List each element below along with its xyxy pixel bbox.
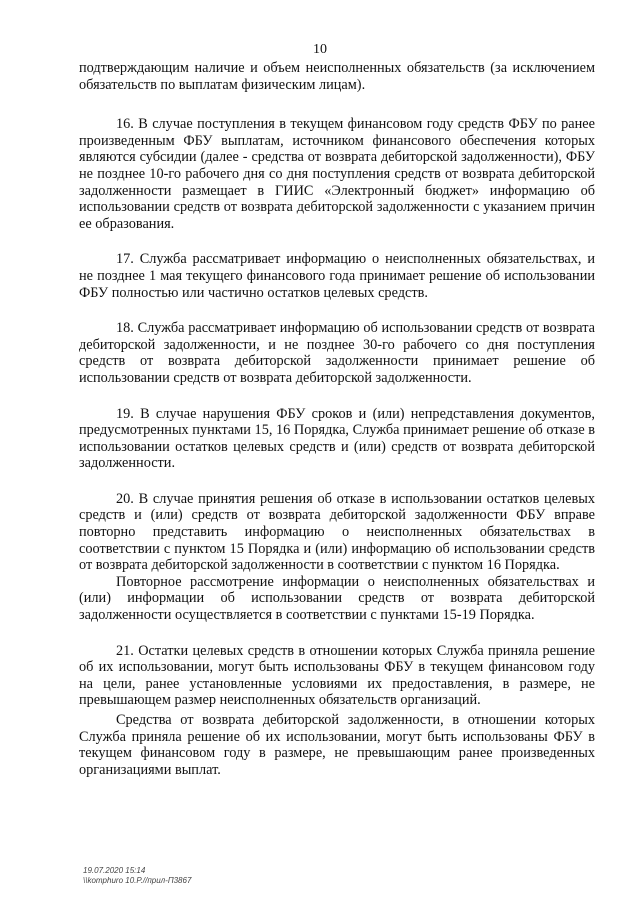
- paragraph-item-21: 21. Остатки целевых средств в отношении которых Служба приняла решение об их использовании, могут быть использованы ФБУ в текущем финансовом году на цели, ранее установленные условиями их предоставления, в размере, не превышающем размер неисполненных обязательств организаций.: [79, 642, 595, 709]
- document-footer: [83, 866, 191, 886]
- footer-timestamp: 19.07.2020 15:14: [83, 866, 146, 875]
- document-body: [79, 60, 595, 778]
- paragraph-continuation: подтверждающим наличие и объем неисполненных обязательств (за исключением обязательств по выплатам физическим лицам).: [79, 60, 595, 93]
- paragraph-item-16: 16. В случае поступления в текущем финансовом году средств ФБУ по ранее произведенным ФБУ выплатам, источником финансового обеспечения которых являются субсидии (далее - средства от возврата дебиторской задолженности), ФБУ не позднее 10-го рабочего дня со дня поступления средств от возврата дебиторской задолженности размещает в ГИИС «Электронный бюджет» информацию об использовании средств от возврата дебиторской задолженности с указанием причин ее образования.: [79, 116, 595, 232]
- paragraph-item-17: 17. Служба рассматривает информацию о неисполненных обязательствах, и не позднее 1 мая текущего финансового года принимает решение об использовании ФБУ полностью или частично остатков целевых средств.: [79, 251, 595, 301]
- paragraph-item-21-continued: Средства от возврата дебиторской задолженности, в отношении которых Служба приняла решение об их использовании, могут быть использованы ФБУ в текущем финансовом году в размере, не превышающим ранее произведенных организациями выплат.: [79, 712, 595, 778]
- paragraph-item-18: 18. Служба рассматривает информацию об использовании средств от возврата дебиторской задолженности, и не позднее 30-го рабочего со дня поступления средств от возврата дебиторской задолженности принимает решение об использовании средств от возврата дебиторской задолженности.: [79, 320, 595, 386]
- paragraph-item-20-continued: Повторное рассмотрение информации о неисполненных обязательствах и (или) информации об использовании средств от возврата дебиторской задолженности осуществляется в соответствии с пунктами 15-19 Порядка.: [79, 573, 595, 624]
- paragraph-item-19: 19. В случае нарушения ФБУ сроков и (или) непредставления документов, предусмотренных пунктами 15, 16 Порядка, Служба принимает решение об отказе в использовании остатков целевых средств и (или) средств от возврата дебиторской задолженности.: [79, 405, 595, 472]
- footer-path: \\komphuro 10.P.//прил-П3867: [83, 876, 192, 885]
- paragraph-item-20: 20. В случае принятия решения об отказе в использовании остатков целевых средств и (или) средств от возврата дебиторской задолженности ФБУ вправе повторно представить информацию о неисполненных обязательствах в соответствии с пунктом 15 Порядка и (или) информацию об использовании средств от возврата дебиторской задолженности в соответствии с пунктом 16 Порядка.: [79, 490, 595, 574]
- page-number: 10: [313, 42, 327, 57]
